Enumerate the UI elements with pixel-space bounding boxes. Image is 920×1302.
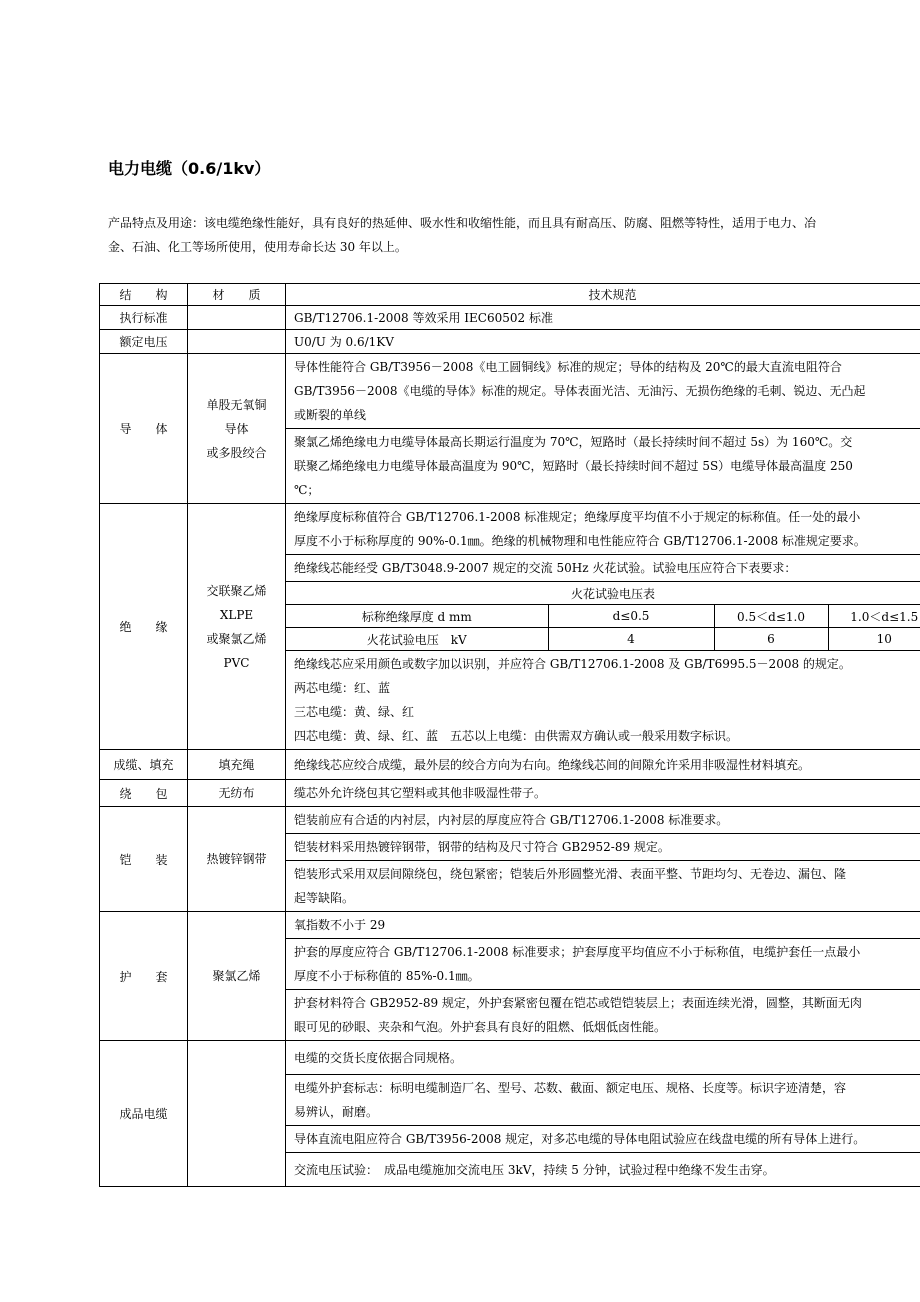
- spec-line: 导体性能符合 GB/T3956－2008《电工圆铜线》标准的规定；导体的结构及 20℃的最大直流电阻符合: [294, 360, 842, 374]
- spark-cell: 0.5＜d≤1.0: [714, 605, 828, 628]
- row-spec: [286, 861, 920, 912]
- row-spec: [286, 807, 920, 834]
- spec-line: 四芯电缆：黄、绿、红、蓝 五芯以上电缆：由供需双方确认或一般采用数字标识。: [294, 729, 739, 743]
- spark-table-title: 火花试验电压表: [286, 582, 920, 605]
- spark-cell: 标称绝缘厚度 d mm: [286, 605, 548, 628]
- spec-line: 起等缺陷。: [294, 891, 355, 905]
- table-row: [100, 807, 920, 834]
- row-spec: [286, 504, 920, 555]
- spec-line: 厚度不小于标称值的 85%-0.1㎜。: [294, 969, 480, 983]
- spark-cell: 4: [548, 628, 714, 651]
- material-line: 或聚氯乙烯: [206, 631, 267, 646]
- spec-line: GB/T3956－2008《电缆的导体》标准的规定。导体表面光洁、无油污、无损伤绝缘的毛刺、锐边、无凸起: [294, 384, 866, 398]
- row-spec: [286, 834, 920, 861]
- material-line: 单股无氧铜: [206, 397, 267, 412]
- row-spec: [286, 1153, 920, 1187]
- spark-cell: 10: [828, 628, 920, 651]
- spec-line: 三芯电缆：黄、绿、红: [294, 705, 415, 719]
- spec-line: 铠装材料采用热镀锌钢带，钢带的结构及尺寸符合 GB2952-89 规定。: [294, 840, 670, 854]
- intro-line: 金、石油、化工等场所使用，使用寿命长达 30 年以上。: [108, 240, 407, 254]
- spec-line: 易辨认，耐磨。: [294, 1105, 379, 1119]
- row-spec: [286, 750, 920, 780]
- row-spec: [286, 651, 920, 750]
- page-title: 电力电缆（0.6/1kv）: [108, 159, 271, 178]
- row-label: 导 体: [100, 354, 188, 504]
- spark-cell: d≤0.5: [548, 605, 714, 628]
- spec-line: 厚度不小于标称厚度的 90%-0.1㎜。绝缘的机械物理和电性能应符合 GB/T12706.1-2008 标准规定要求。: [294, 534, 866, 548]
- row-spec: [286, 354, 920, 429]
- spec-line: 眼可见的砂眼、夹杂和气泡。外护套具有良好的阻燃、低烟低卤性能。: [294, 1020, 667, 1034]
- table-row: [100, 750, 920, 780]
- spark-test-table: [286, 582, 920, 650]
- spec-line: 铠装形式采用双层间隙绕包，绕包紧密；铠装后外形圆整光滑、表面平整、节距均匀、无卷边、漏包、隆: [294, 867, 847, 881]
- spark-cell: 6: [714, 628, 828, 651]
- spec-line: 绝缘线芯能经受 GB/T3048.9-2007 规定的交流 50Hz 火花试验。试验电压应符合下表要求：: [294, 561, 797, 575]
- row-material: [188, 1041, 286, 1187]
- spec-line: 缆芯外允许绕包其它塑料或其他非吸湿性带子。: [294, 786, 547, 800]
- spark-cell: 火花试验电压 kV: [286, 628, 548, 651]
- row-spec: [286, 1075, 920, 1126]
- row-material: 热镀锌钢带: [188, 807, 286, 912]
- spec-line: 铠装前应有合适的内衬层，内衬层的厚度应符合 GB/T12706.1-2008 标准要求。: [294, 813, 729, 827]
- row-label: 铠 装: [100, 807, 188, 912]
- row-spec: [286, 429, 920, 504]
- row-label: 绝 缘: [100, 504, 188, 750]
- table-row: [100, 1041, 920, 1075]
- header-spec: 技术规范: [286, 284, 920, 306]
- row-material: [188, 504, 286, 750]
- spec-line: ℃；: [294, 483, 320, 497]
- row-material: 填充绳: [188, 750, 286, 780]
- material-line: 或多股绞合: [206, 445, 267, 460]
- spec-line: 聚氯乙烯绝缘电力电缆导体最高长期运行温度为 70℃，短路时（最长持续时间不超过 5s）为 160℃。交: [294, 435, 853, 449]
- row-material: 聚氯乙烯: [188, 912, 286, 1041]
- table-header-row: [100, 284, 920, 306]
- header-material: 材 质: [188, 284, 286, 306]
- spec-line: 交流电压试验： 成品电缆施加交流电压 3kV，持续 5 分钟，试验过程中绝缘不发生击穿。: [294, 1162, 775, 1177]
- spec-line: 护套的厚度应符合 GB/T12706.1-2008 标准要求；护套厚度平均值应不小于标称值，电缆护套任一点最小: [294, 945, 861, 959]
- spec-line: 两芯电缆：红、蓝: [294, 681, 391, 695]
- row-spec: [286, 1126, 920, 1153]
- spec-line: 氧指数不小于 29: [294, 918, 386, 932]
- material-line: XLPE: [219, 607, 254, 622]
- spec-line: 电缆的交货长度依据合同规格。: [294, 1050, 463, 1065]
- spec-line: 绝缘线芯应采用颜色或数字加以识别，并应符合 GB/T12706.1-2008 及 GB/T6995.5－2008 的规定。: [294, 657, 851, 671]
- row-spec: GB/T12706.1-2008 等效采用 IEC60502 标准: [286, 306, 920, 330]
- table-row: [100, 330, 920, 354]
- row-label: 成品电缆: [100, 1041, 188, 1187]
- row-material: [188, 306, 286, 330]
- spec-line: 电缆外护套标志：标明电缆制造厂名、型号、芯数、截面、额定电压、规格、长度等。标识字迹清楚，容: [294, 1081, 847, 1095]
- row-material: [188, 330, 286, 354]
- table-row: [100, 354, 920, 429]
- row-material: 无纺布: [188, 780, 286, 807]
- row-label: 执行标准: [100, 306, 188, 330]
- intro-line: 产品特点及用途：该电缆绝缘性能好，具有良好的热延伸、吸水性和收缩性能，而且具有耐高压、防腐、阻燃等特性，适用于电力、冶: [108, 216, 817, 230]
- spec-line: 护套材料符合 GB2952-89 规定，外护套紧密包覆在铠芯或铠铠装层上；表面连续光滑，圆整，其断面无肉: [294, 996, 862, 1010]
- spark-test-cell: [286, 582, 920, 651]
- material-line: 交联聚乙烯: [206, 583, 267, 598]
- spec-line: 或断裂的单线: [294, 408, 367, 422]
- table-row: [100, 912, 920, 939]
- spec-line: 绝缘线芯应绞合成缆，最外层的绞合方向为右向。绝缘线芯间的间隙允许采用非吸湿性材料填充。: [294, 757, 811, 772]
- row-spec: [286, 780, 920, 807]
- intro-paragraph: [108, 211, 920, 259]
- table-row: [100, 504, 920, 555]
- spark-cell: 1.0＜d≤1.5: [828, 605, 920, 628]
- spec-line: 联聚乙烯绝缘电力电缆导体最高温度为 90℃，短路时（最长持续时间不超过 5S）电缆导体最高温度 250: [294, 459, 853, 473]
- row-spec: U0/U 为 0.6/1KV: [286, 330, 920, 354]
- row-label: 成缆、填充: [100, 750, 188, 780]
- spec-line: 导体直流电阻应符合 GB/T3956-2008 规定，对多芯电缆的导体电阻试验应在线盘电缆的所有导体上进行。: [294, 1132, 866, 1146]
- row-spec: [286, 912, 920, 939]
- spec-line: 绝缘厚度标称值符合 GB/T12706.1-2008 标准规定；绝缘厚度平均值不小于规定的标称值。任一处的最小: [294, 510, 861, 524]
- table-row: [100, 306, 920, 330]
- row-label: 绕 包: [100, 780, 188, 807]
- row-spec: [286, 939, 920, 990]
- header-structure: 结 构: [100, 284, 188, 306]
- row-label: 护 套: [100, 912, 188, 1041]
- row-spec: [286, 1041, 920, 1075]
- row-spec: [286, 555, 920, 582]
- material-line: 导体: [224, 421, 249, 436]
- table-row: [100, 780, 920, 807]
- row-label: 额定电压: [100, 330, 188, 354]
- material-line: PVC: [223, 655, 250, 670]
- row-spec: [286, 990, 920, 1041]
- spec-table: [99, 283, 920, 1187]
- row-material: [188, 354, 286, 504]
